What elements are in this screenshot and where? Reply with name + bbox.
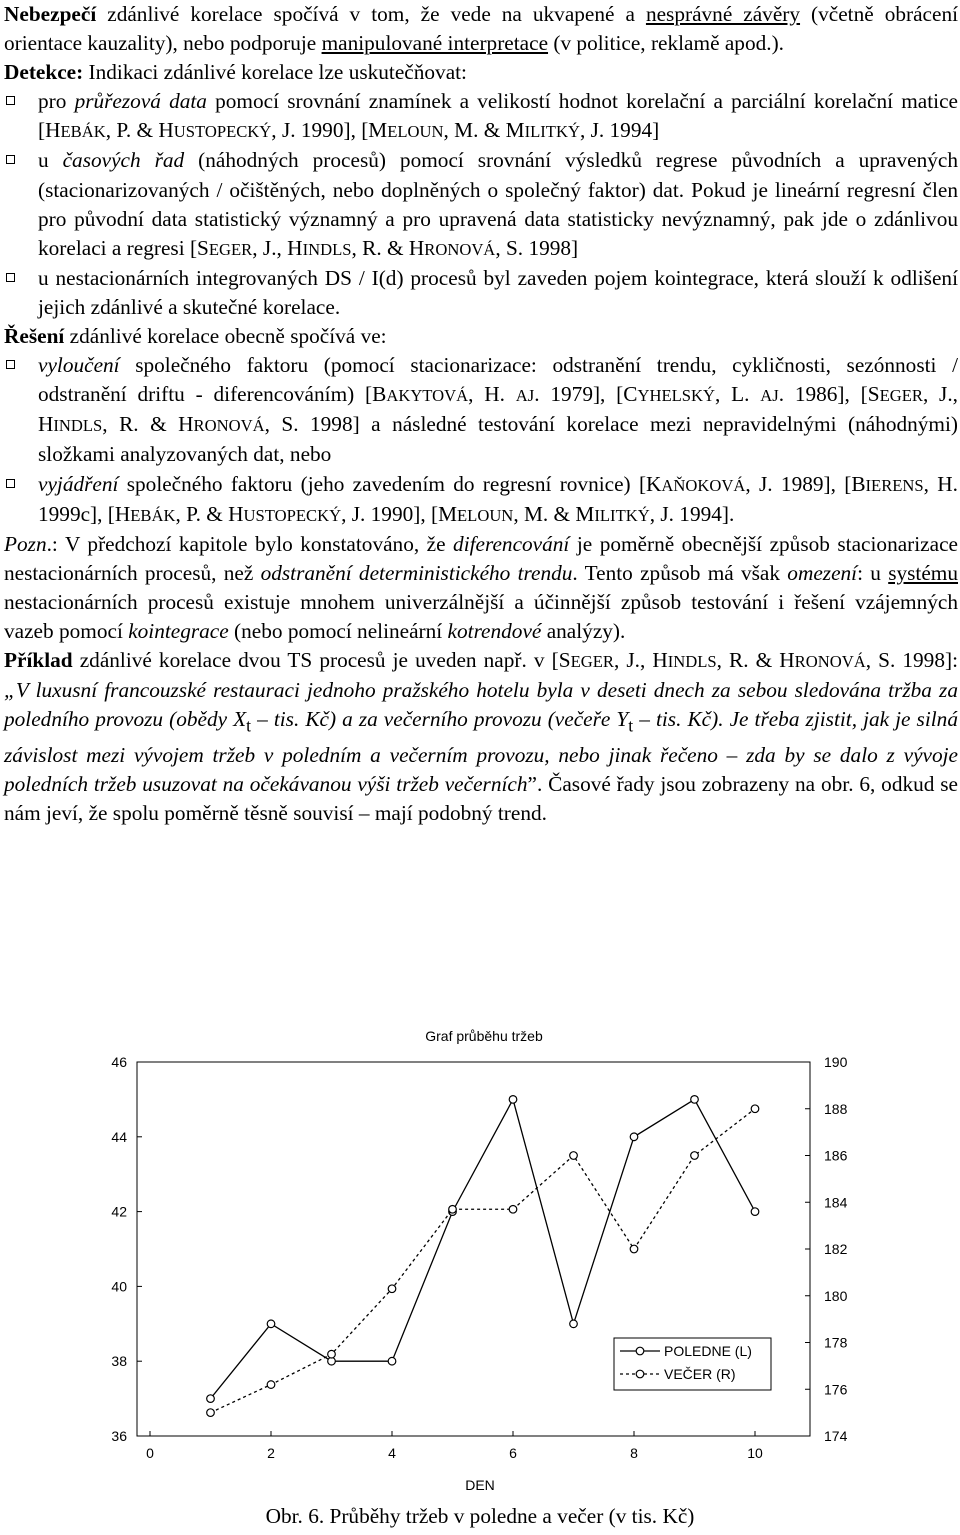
text: vyloučení [38, 353, 120, 378]
legend-marker-poledne [636, 1347, 644, 1355]
smallcaps: AJ [760, 386, 779, 406]
x-tick-label: 6 [509, 1445, 517, 1461]
y-left-tick-label: 42 [111, 1203, 127, 1220]
smallcaps: EGER [208, 239, 253, 259]
paragraph-nebezpeci [4, 0, 958, 58]
data-point-vecer [691, 1152, 699, 1160]
text: „V luxusní francouzské restauraci jednoho pražského hotelu byla v deseti dnech za sebou sledována tržba za poledního provozu (obědy X [4, 678, 958, 732]
term-nebezpeci: Nebezpečí [4, 2, 97, 26]
x-axis-label: DEN [465, 1477, 495, 1493]
text: ”. Časové řady jsou zobrazeny na obr. 6, odkud se nám jeví, že spolu poměrně těsně souvisí – mají podobný trend. [4, 771, 958, 825]
text: pro [38, 89, 75, 114]
text: , J. 1990], [M [271, 118, 388, 143]
paragraph-priklad [4, 646, 958, 828]
y-right-tick-label: 178 [824, 1334, 848, 1351]
text: zdánlivé korelace spočívá v tom, že vede na ukvapené a [96, 2, 646, 26]
data-point-vecer [267, 1381, 275, 1389]
y-right-tick-label: 184 [824, 1194, 848, 1211]
text: je poměrně obecnější způsob stacionarizace nestacionárních procesů, než [4, 531, 958, 585]
text: společného faktoru (jeho zavedením do regresní rovnice) [K [118, 471, 662, 496]
text: , P. & H [175, 501, 244, 526]
list-item-kointegrace [4, 264, 958, 322]
list-item-vyjadreni [4, 470, 958, 530]
x-tick-label: 8 [630, 1445, 638, 1461]
data-point-vecer [751, 1105, 759, 1113]
text: – tis. Kč) a za večerního provozu (večeře Y [251, 707, 629, 732]
chart-title: Graf průběhu tržeb [425, 1028, 543, 1044]
text: , S. 1998] [495, 235, 579, 260]
text: zdánlivé korelace dvou TS procesů je uveden např. v [S [72, 648, 571, 673]
text: , J., H [613, 648, 668, 673]
text: – tis. Kč). Je třeba zjistit, jak je silná závislost mezi vývojem tržeb v poledním a večerním provozu, nebo jinak řečeno – zda by se dalo z vývoje poledních tržeb usuzovat na očekávanou výši tržeb večerních [4, 707, 958, 796]
revenue-line-chart [0, 1018, 960, 1508]
y-right-tick-label: 190 [824, 1054, 848, 1070]
y-right-tick-label: 186 [824, 1147, 848, 1164]
text: průřezová data [74, 89, 207, 114]
data-point-vecer [630, 1245, 638, 1253]
data-point-vecer [388, 1285, 396, 1293]
legend-label-vecer: VEČER (R) [664, 1366, 736, 1382]
data-point-poledne [388, 1357, 396, 1365]
smallcaps: EGER [570, 652, 614, 672]
legend-marker-vecer [636, 1370, 644, 1378]
text: , P. & H [105, 118, 174, 143]
smallcaps: USTOPECKÝ [243, 505, 342, 525]
text: omezení [787, 560, 858, 585]
paragraph-reseni [4, 322, 958, 351]
smallcaps: ELOUN [457, 505, 514, 525]
data-point-poledne [267, 1320, 275, 1328]
text: , R. & H [102, 412, 194, 437]
text: vyjádření [38, 471, 119, 496]
smallcaps: INDLS [302, 239, 352, 259]
checkbox-bullet-icon [6, 96, 15, 105]
x-tick-label: 2 [267, 1445, 275, 1461]
y-right-tick-label: 176 [824, 1381, 848, 1398]
text: , J., H [38, 382, 958, 437]
y-right-tick-label: 188 [824, 1100, 848, 1117]
data-point-vecer [449, 1205, 457, 1213]
smallcaps: EBÁK [130, 505, 176, 525]
data-point-poledne [751, 1208, 759, 1216]
text: zdánlivé korelace obecně spočívá ve: [64, 324, 387, 349]
y-left-tick-label: 44 [111, 1128, 127, 1145]
data-point-poledne [509, 1096, 517, 1104]
text: analýzy). [541, 618, 626, 643]
text: , J. 1994]. [649, 501, 735, 526]
text: , R. & H [716, 648, 795, 673]
text: u [38, 148, 63, 173]
smallcaps: AJ [515, 386, 535, 406]
text: , J. 1994] [579, 118, 660, 143]
text: .: V předchozí kapitole bylo konstatováno, že [46, 531, 454, 556]
term-detekce: Detekce: [4, 60, 84, 85]
x-tick-label: 0 [146, 1445, 154, 1461]
text: , S. 1998] a následné testování korelace mezi nepravidelnými (náhodnými) složkami analyzovaných dat, nebo [38, 412, 958, 467]
y-left-tick-label: 40 [111, 1278, 127, 1295]
figure-caption: Obr. 6. Průběhy tržeb v poledne a večer (v tis. Kč) [265, 1504, 695, 1528]
checkbox-bullet-icon [6, 155, 15, 164]
text: , J. 1990], [M [341, 501, 458, 526]
y-left-tick-label: 38 [111, 1353, 127, 1370]
data-point-poledne [691, 1096, 699, 1104]
y-right-tick-label: 182 [824, 1241, 848, 1257]
smallcaps: RONOVÁ [794, 652, 866, 672]
paragraph-detekce [4, 58, 958, 87]
text: odstranění deterministického trendu [260, 560, 573, 585]
data-point-vecer [328, 1350, 336, 1358]
text: (v politice, reklamě apod.). [548, 31, 784, 56]
smallcaps: ELOUN [387, 122, 444, 142]
term-priklad: Příklad [4, 648, 73, 673]
legend [614, 1338, 771, 1390]
x-tick-label: 4 [388, 1445, 396, 1461]
text: t [628, 715, 634, 736]
data-point-vecer [570, 1152, 578, 1160]
text: , J., H [252, 235, 303, 260]
text: , J. 1989], [B [745, 471, 866, 496]
text: kointegrace [128, 618, 229, 643]
smallcaps: AŇOKOVÁ [661, 475, 746, 495]
text: společného faktoru (pomocí stacionarizace: odstranění trendu, cykličnosti, sezónnosti / odstranění driftu - diferencováním) [B [38, 353, 958, 407]
data-point-poledne [570, 1320, 578, 1328]
y-right-tick-label: 174 [824, 1428, 848, 1444]
list-item-casove-rady [4, 146, 958, 263]
text: , S. 1998]: [865, 648, 958, 673]
text: , R. & H [351, 235, 425, 260]
checkbox-bullet-icon [6, 479, 15, 488]
smallcaps: USTOPECKÝ [173, 122, 272, 142]
checkbox-bullet-icon [6, 360, 15, 369]
text: : u [857, 560, 889, 585]
text: t [246, 715, 252, 736]
text: . 1986], [S [778, 382, 880, 407]
text: systému [888, 560, 959, 585]
smallcaps: EBÁK [60, 122, 106, 142]
smallcaps: INDLS [667, 652, 717, 672]
text: nestacionárních procesů existuje mnohem univerzálnější a účinnější způsob testování i řešení vzájemných vazeb pomocí [4, 589, 958, 643]
text: , L. [714, 382, 761, 407]
x-tick-label: 10 [747, 1445, 763, 1461]
data-point-vecer [207, 1409, 215, 1417]
term-manipulovane-interpretace: manipulované interpretace [321, 31, 549, 56]
smallcaps: INDLS [53, 416, 103, 436]
text: Indikaci zdánlivé korelace lze uskutečňovat: [83, 60, 467, 85]
list-item-prurezova-data [4, 87, 958, 146]
y-left-tick-label: 36 [111, 1428, 127, 1444]
text: (nebo pomocí nelineární [228, 618, 448, 643]
smallcaps: AKYTOVÁ [386, 386, 469, 406]
term-nespravne-zavery: nesprávné závěry [645, 2, 801, 26]
text: diferencování [453, 531, 570, 556]
data-point-vecer [509, 1205, 517, 1213]
smallcaps: ILITKÝ [594, 505, 650, 525]
text: kotrendové [447, 618, 542, 643]
smallcaps: EGER [879, 386, 923, 406]
smallcaps: YHELSKÝ [637, 386, 715, 406]
text: . 1979], [C [534, 382, 638, 407]
text: časových řad [62, 148, 185, 173]
data-point-poledne [207, 1395, 215, 1403]
text: , H. 1999c], [H [38, 471, 958, 526]
text: , H. [468, 382, 516, 407]
text: . Tento způsob má však [572, 560, 788, 585]
y-left-tick-label: 46 [111, 1054, 127, 1070]
text: pomocí srovnání znamínek a velikostí hodnot korelační a parciální korelační matice [H [38, 89, 958, 143]
checkbox-bullet-icon [6, 273, 15, 282]
text: u nestacionárních integrovaných DS / I(d) procesů byl zaveden pojem kointegrace, která slouží k odlišení jejich zdánlivé a skutečné korelace. [38, 265, 958, 319]
paragraph-poznamka [4, 530, 958, 646]
text: (včetně obrácení orientace kauzality), nebo podporuje [4, 2, 959, 56]
term-reseni: Řešení [4, 324, 65, 349]
text: , M. & M [443, 118, 525, 143]
data-point-poledne [630, 1133, 638, 1141]
text: , M. & M [513, 501, 595, 526]
text: Pozn [4, 531, 47, 556]
y-right-tick-label: 180 [824, 1287, 848, 1304]
document-text [4, 0, 958, 828]
list-item-vylouceni [4, 351, 958, 469]
smallcaps: RONOVÁ [424, 239, 496, 259]
legend-label-poledne: POLEDNE (L) [664, 1343, 752, 1359]
smallcaps: RONOVÁ [193, 416, 265, 436]
text: (náhodných procesů) pomocí srovnání výsledků regrese původních a upravených (stacionarizovaných / očištěných, nebo doplněných o společný faktor) dat. Pokud je lineární regresní člen pro původní data statistický významný a pro upravená data statisticky nevýznamný, pak jde o zdánlivou korelaci a regresi [S [38, 148, 958, 260]
smallcaps: ILITKÝ [524, 122, 580, 142]
smallcaps: IERENS [865, 475, 924, 495]
